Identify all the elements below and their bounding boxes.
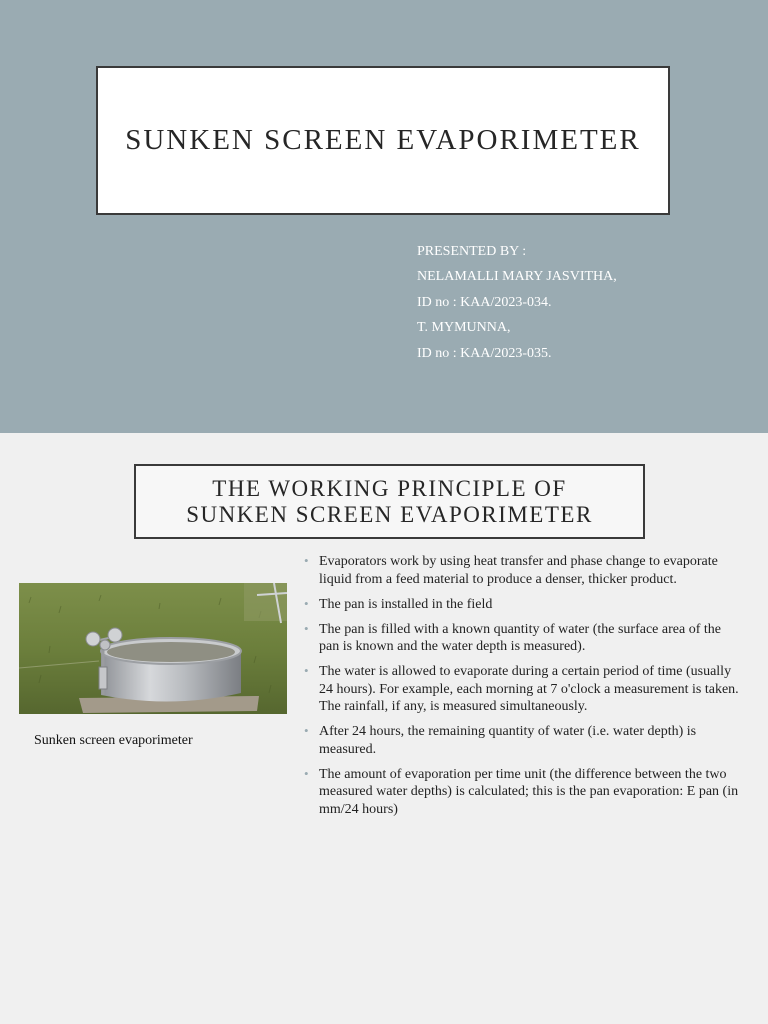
bullet-icon: • xyxy=(304,765,309,781)
bullet-icon: • xyxy=(304,663,309,678)
list-item xyxy=(300,723,740,758)
bullet-text: The pan is filled with a known quantity of water (the surface area of the pan is known and the water depth is measured). xyxy=(319,621,721,654)
presenter-id: ID no : KAA/2023-035. xyxy=(417,345,552,361)
evaporimeter-photo xyxy=(19,583,287,714)
principle-bullet-list xyxy=(300,553,740,826)
section-title-box xyxy=(134,464,645,539)
bullet-text: The pan is installed in the field xyxy=(319,596,493,612)
list-item xyxy=(300,663,740,716)
section-title-line-2: SUNKEN SCREEN EVAPORIMETER xyxy=(186,501,593,527)
section-title xyxy=(186,476,593,528)
bullet-text: Evaporators work by using heat transfer and phase change to evaporate liquid from a feed material to produce a denser, thicker product. xyxy=(319,554,718,587)
content-slide xyxy=(0,433,768,1024)
title-slide xyxy=(0,0,768,433)
bullet-text: The amount of evaporation per time unit (the difference between the two measured water depths) is calculated; this is the pan evaporation: E pan (in mm/24 hours) xyxy=(319,766,739,817)
bullet-icon: • xyxy=(304,553,309,568)
presenters-block xyxy=(417,239,617,366)
bullet-icon: • xyxy=(304,595,309,611)
bullet-icon: • xyxy=(304,723,309,738)
presenters-heading: PRESENTED BY : xyxy=(417,244,527,259)
section-title-line-1: THE WORKING PRINCIPLE OF xyxy=(212,475,567,501)
presentation-title: SUNKEN SCREEN EVAPORIMETER xyxy=(125,124,641,156)
title-box xyxy=(96,66,670,215)
photo-caption: Sunken screen evaporimeter xyxy=(34,733,193,748)
presenter-id: ID no : KAA/2023-034. xyxy=(417,294,552,310)
list-item xyxy=(300,553,740,588)
list-item xyxy=(300,621,740,656)
bullet-icon: • xyxy=(304,620,309,636)
presenter-name: NELAMALLI MARY JASVITHA, xyxy=(417,269,617,285)
bullet-text: The water is allowed to evaporate during a certain period of time (usually 24 hours). For example, each morning at 7 o'clock a measurement is taken. The rainfall, if any, is measured simultaneously. xyxy=(319,664,739,714)
presenter-name: T. MYMUNNA, xyxy=(417,320,511,336)
bullet-text: After 24 hours, the remaining quantity of water (i.e. water depth) is measured. xyxy=(319,724,697,757)
list-item xyxy=(300,766,740,819)
list-item xyxy=(300,596,740,614)
